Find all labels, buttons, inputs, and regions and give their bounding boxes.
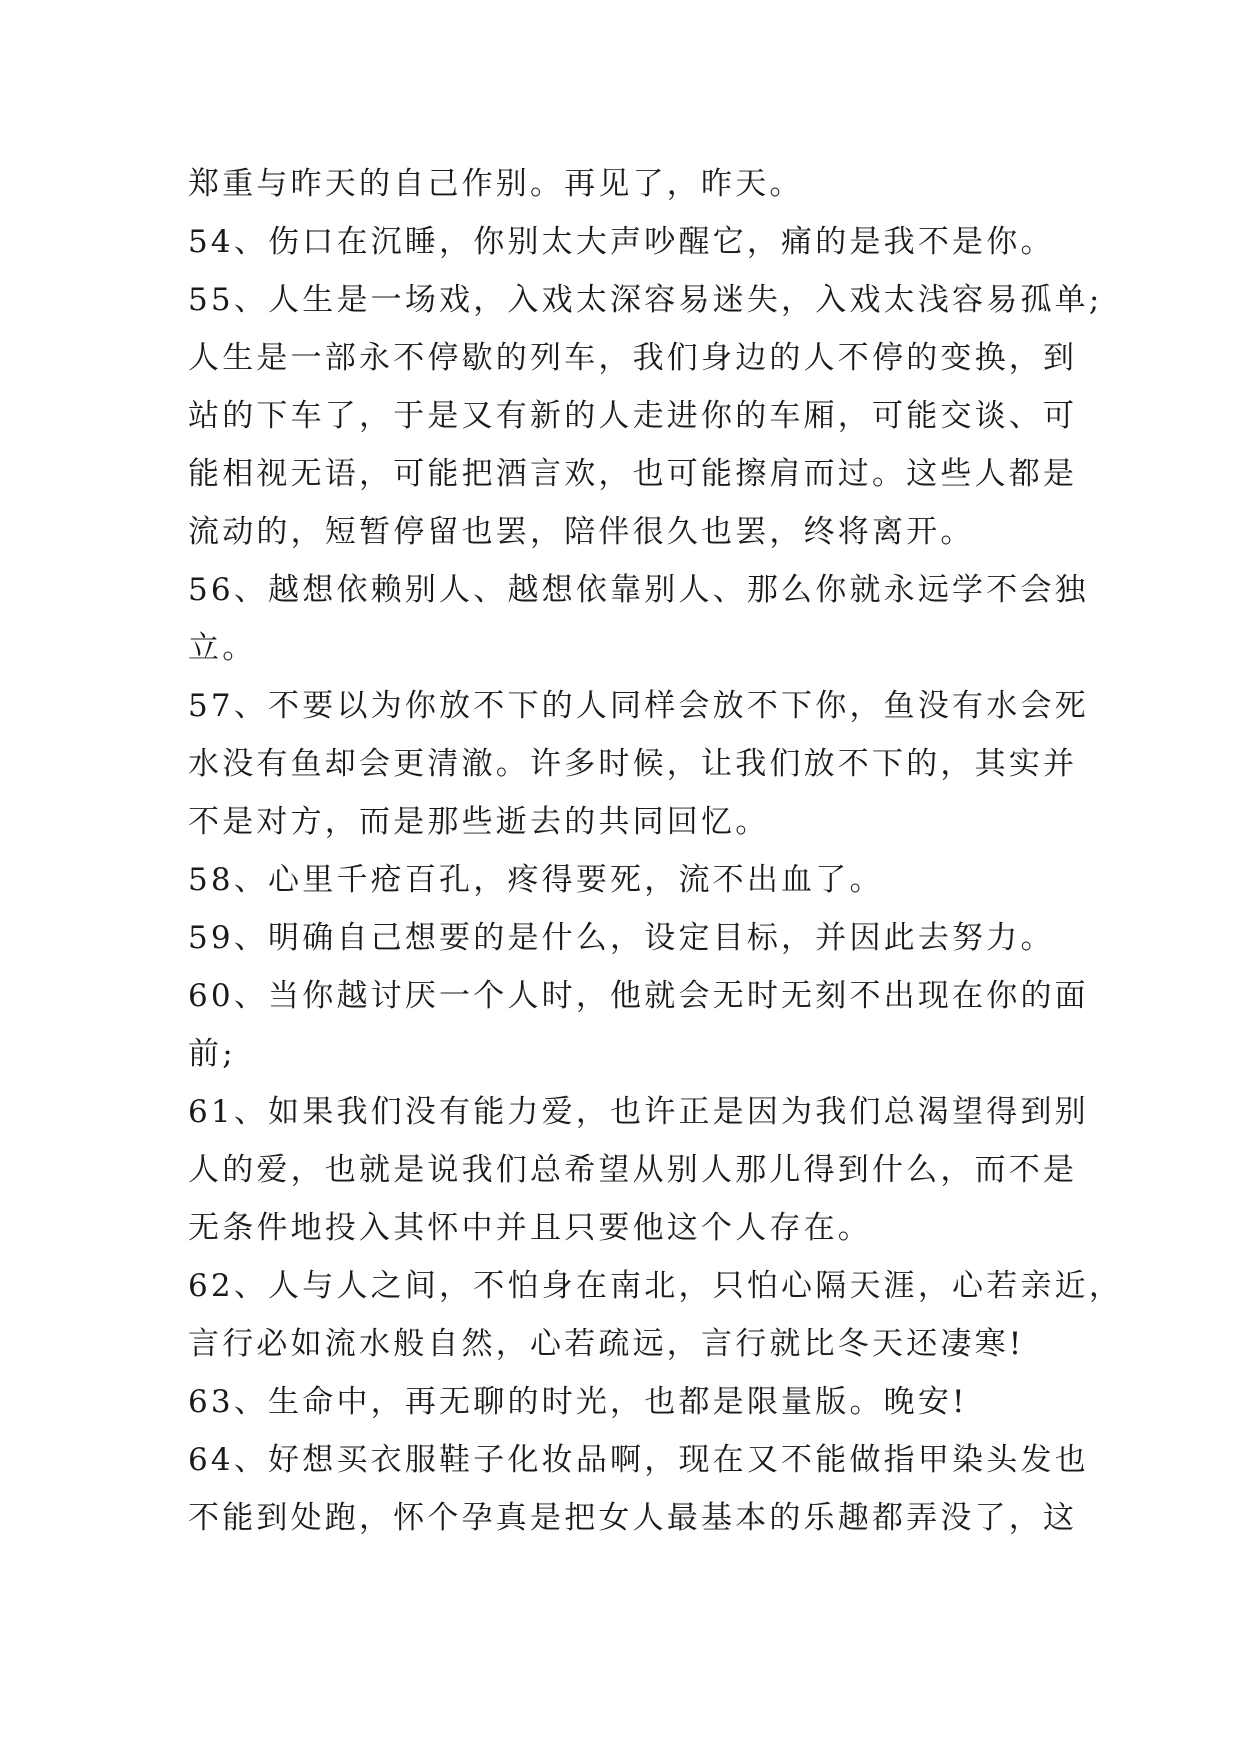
text-line: 59、明确自己想要的是什么，设定目标，并因此去努力。 xyxy=(188,920,1055,956)
text-line: 无条件地投入其怀中并且只要他这个人存在。 xyxy=(188,1210,872,1246)
text-line: 站的下车了，于是又有新的人走进你的车厢，可能交谈、可 xyxy=(188,398,1078,434)
text-line: 不能到处跑，怀个孕真是把女人最基本的乐趣都弄没了，这 xyxy=(188,1500,1078,1536)
text-line: 58、心里千疮百孔，疼得要死，流不出血了。 xyxy=(188,862,884,898)
text-line: 56、越想依赖别人、越想依靠别人、那么你就永远学不会独 xyxy=(188,572,1089,608)
text-line: 立。 xyxy=(188,630,257,666)
text-line: 能相视无语，可能把酒言欢，也可能擦肩而过。这些人都是 xyxy=(188,456,1078,492)
text-line: 55、人生是一场戏，入戏太深容易迷失，入戏太浅容易孤单; xyxy=(188,282,1103,318)
text-line: 人的爱，也就是说我们总希望从别人那儿得到什么，而不是 xyxy=(188,1152,1078,1188)
text-line: 64、好想买衣服鞋子化妆品啊，现在又不能做指甲染头发也 xyxy=(188,1442,1089,1478)
text-line: 郑重与昨天的自己作别。再见了，昨天。 xyxy=(188,166,804,202)
text-line: 60、当你越讨厌一个人时，他就会无时无刻不出现在你的面 xyxy=(188,978,1089,1014)
text-line: 言行必如流水般自然，心若疏远，言行就比冬天还凄寒! xyxy=(188,1326,1025,1362)
text-line: 57、不要以为你放不下的人同样会放不下你，鱼没有水会死 xyxy=(188,688,1089,724)
text-line: 54、伤口在沉睡，你别太大声吵醒它，痛的是我不是你。 xyxy=(188,224,1055,260)
text-line: 水没有鱼却会更清澈。许多时候，让我们放不下的，其实并 xyxy=(188,746,1078,782)
text-line: 61、如果我们没有能力爱，也许正是因为我们总渴望得到别 xyxy=(188,1094,1089,1130)
body-text xyxy=(188,155,1124,1547)
text-line: 62、人与人之间，不怕身在南北，只怕心隔天涯，心若亲近， xyxy=(188,1268,1124,1304)
text-line: 流动的，短暂停留也罢，陪伴很久也罢，终将离开。 xyxy=(188,514,975,550)
text-line: 63、生命中，再无聊的时光，也都是限量版。晚安! xyxy=(188,1384,968,1420)
text-line: 前; xyxy=(188,1036,236,1072)
text-line: 不是对方，而是那些逝去的共同回忆。 xyxy=(188,804,770,840)
text-line: 人生是一部永不停歇的列车，我们身边的人不停的变换，到 xyxy=(188,340,1078,376)
